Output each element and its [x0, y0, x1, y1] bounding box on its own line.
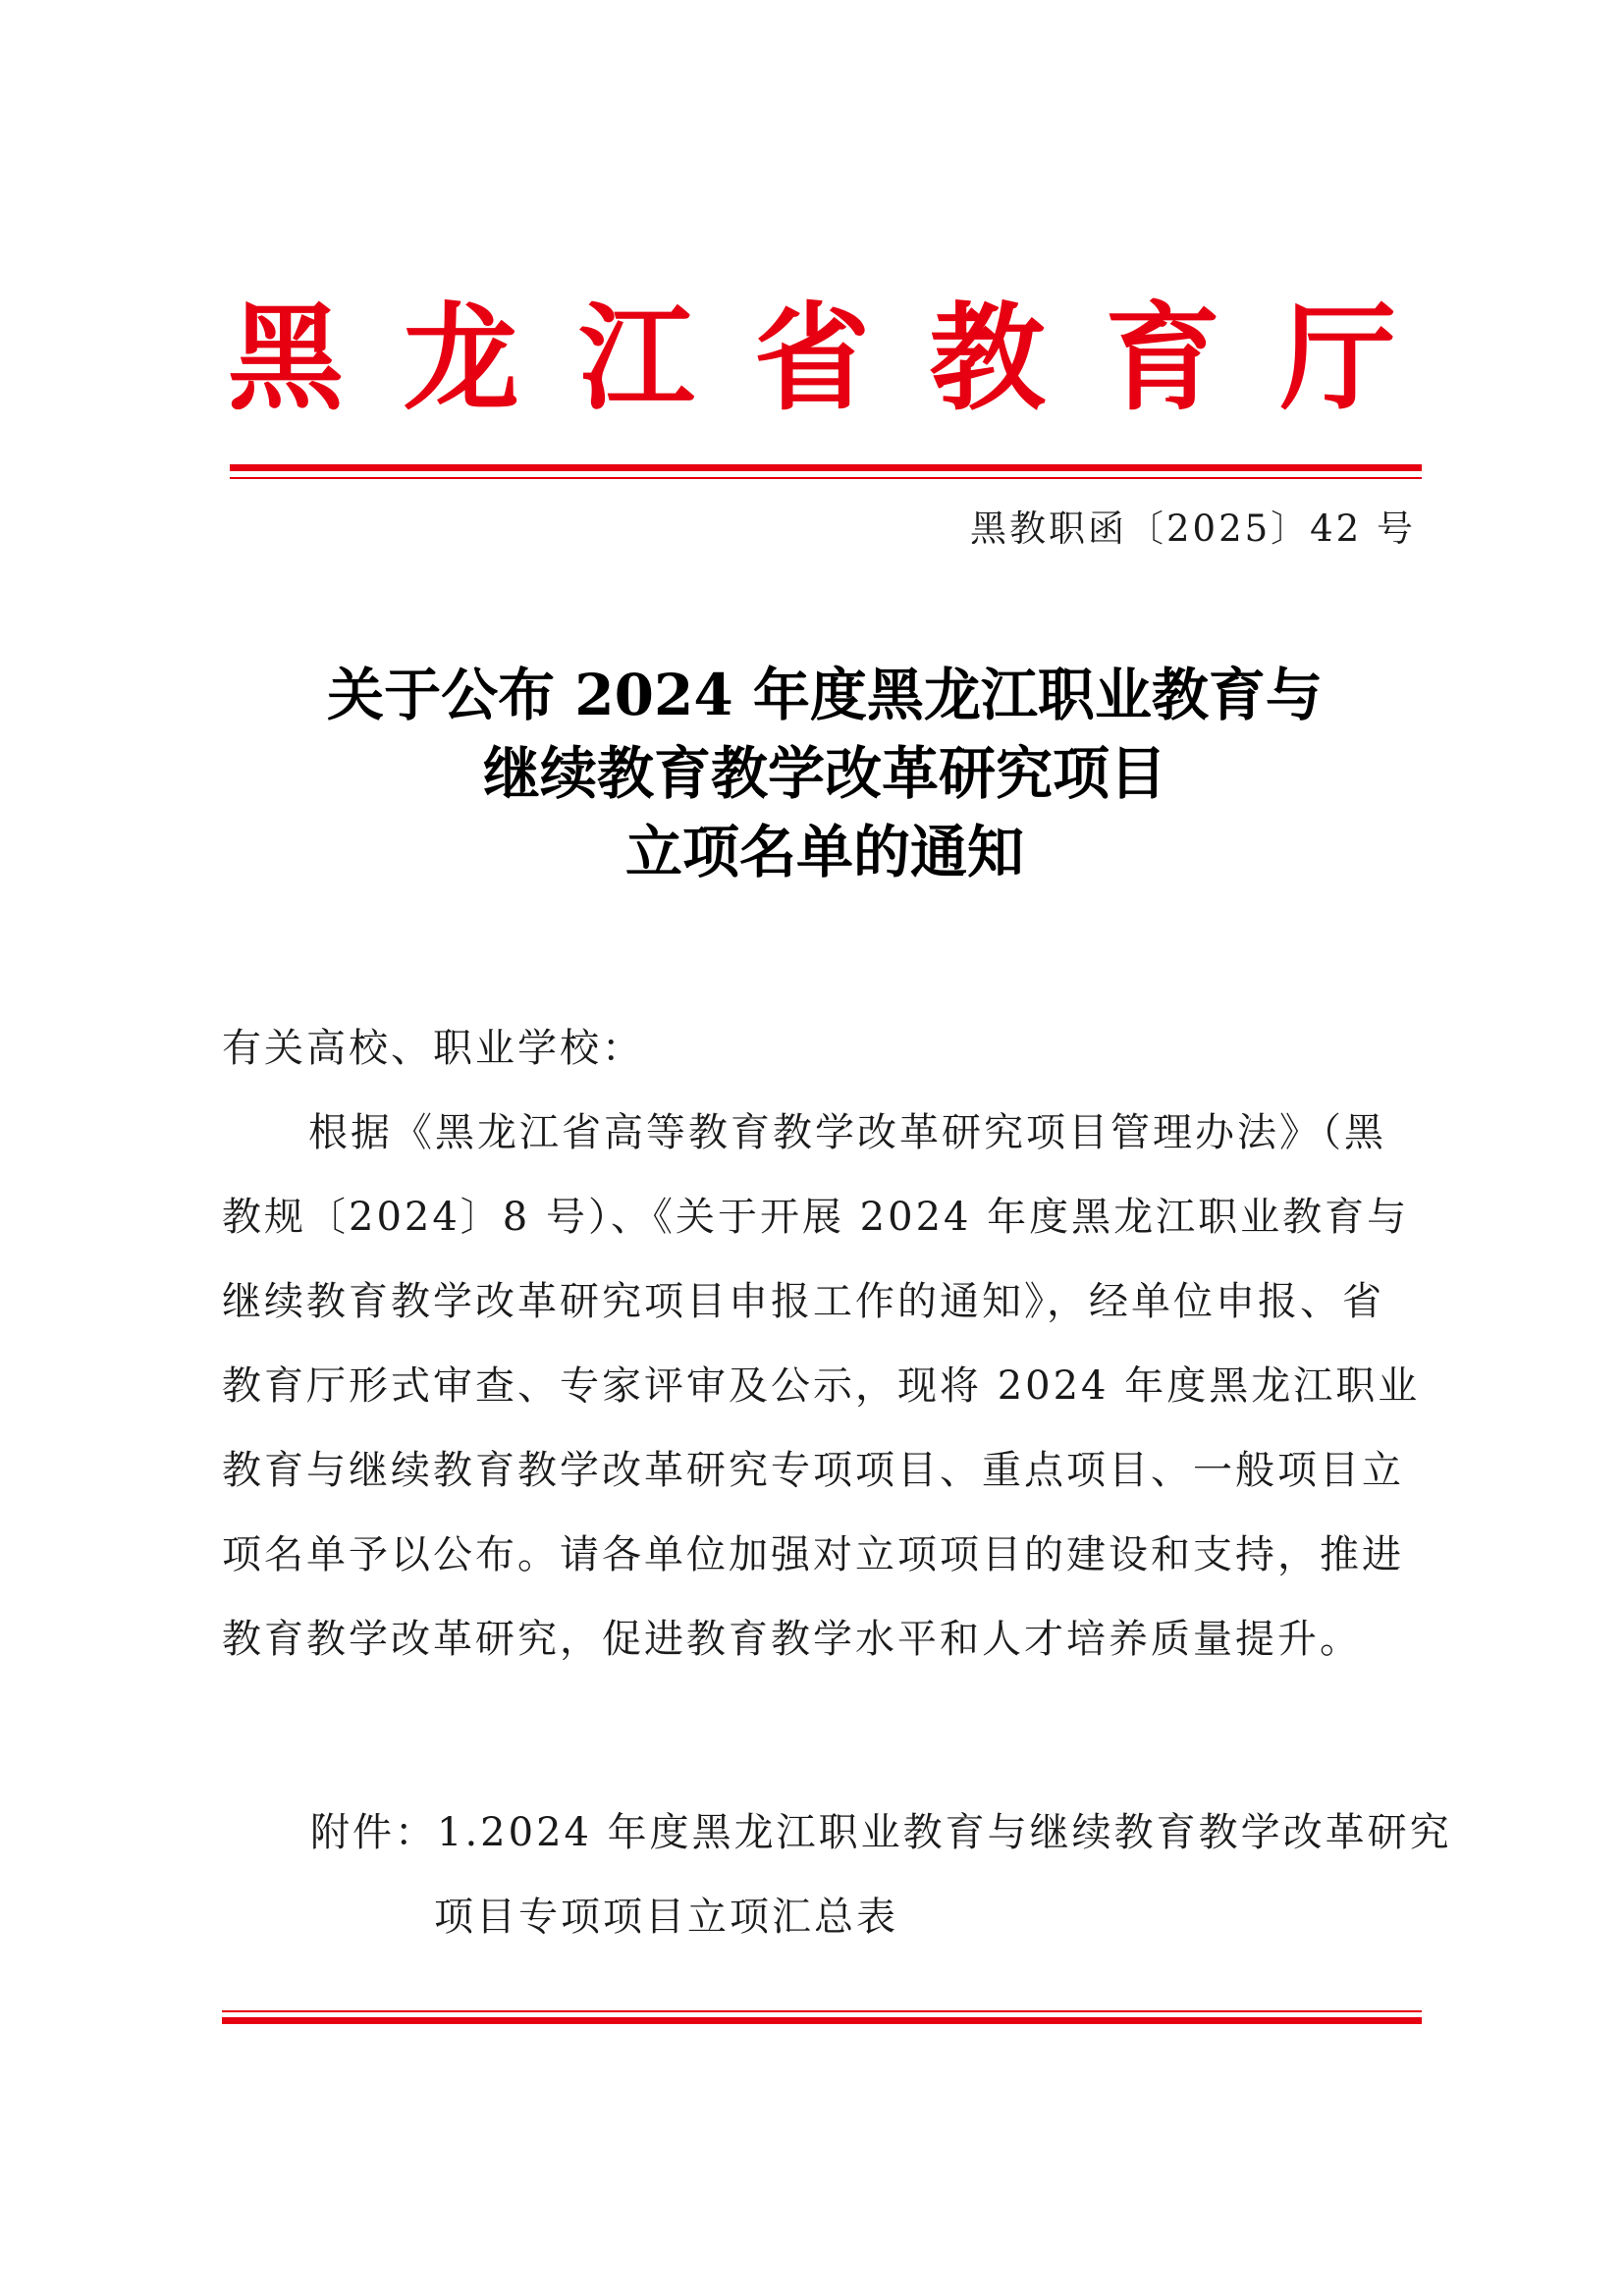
title-line: 立项名单的通知 [624, 819, 1024, 885]
paragraph-line: 项名单予以公布。请各单位加强对立项项目的建设和支持，推进 [222, 1532, 1404, 1577]
issuer-char: 厅 [1279, 290, 1396, 426]
issuer-char: 龙 [403, 290, 519, 426]
paragraph-line: 教育厅形式审查、专家评审及公示，现将 2024 年度黑龙江职业 [222, 1363, 1421, 1409]
issuer-char: 教 [929, 290, 1046, 426]
paragraph-line: 根据《黑龙江省高等教育教学改革研究项目管理办法》（黑 [308, 1110, 1386, 1155]
attachment-list [310, 1790, 1452, 1959]
paragraph-line: 教规〔2024〕8 号）、《关于开展 2024 年度黑龙江职业教育与 [222, 1195, 1410, 1240]
issuer-char: 育 [1105, 290, 1221, 426]
attachment-item-title: 1.2024 年度黑龙江职业教育与继续教育教学改革研究 [437, 1810, 1452, 1855]
footer-divider-thin [222, 2010, 1422, 2012]
header-divider-thin [230, 477, 1422, 479]
issuer-char: 江 [578, 290, 695, 426]
document-title [216, 656, 1434, 891]
issuer-char: 黑 [228, 290, 345, 426]
title-line: 关于公布 2024 年度黑龙江职业教育与 [327, 662, 1323, 728]
attachment-item-continuation: 项目专项项目立项汇总表 [434, 1895, 898, 1940]
paragraph-line: 教育教学改革研究，促进教育教学水平和人才培养质量提升。 [222, 1617, 1362, 1662]
header-divider-thick [230, 464, 1422, 471]
document-number: 黑教职函〔2025〕42 号 [969, 507, 1416, 550]
paragraph-line: 教育与继续教育教学改革研究专项项目、重点项目、一般项目立 [222, 1448, 1404, 1493]
title-line: 继续教育教学改革研究项目 [482, 740, 1166, 807]
footer-divider-thick [222, 2017, 1422, 2024]
attachment-item [310, 1790, 1452, 1875]
issuer-header [228, 275, 1396, 442]
salutation: 有关高校、职业学校： [222, 1026, 644, 1071]
attachment-label: 附件： [310, 1810, 437, 1855]
body-paragraph [222, 1091, 1422, 1682]
issuer-char: 省 [753, 290, 870, 426]
paragraph-line: 继续教育教学改革研究项目申报工作的通知》，经单位申报、省 [222, 1279, 1384, 1324]
